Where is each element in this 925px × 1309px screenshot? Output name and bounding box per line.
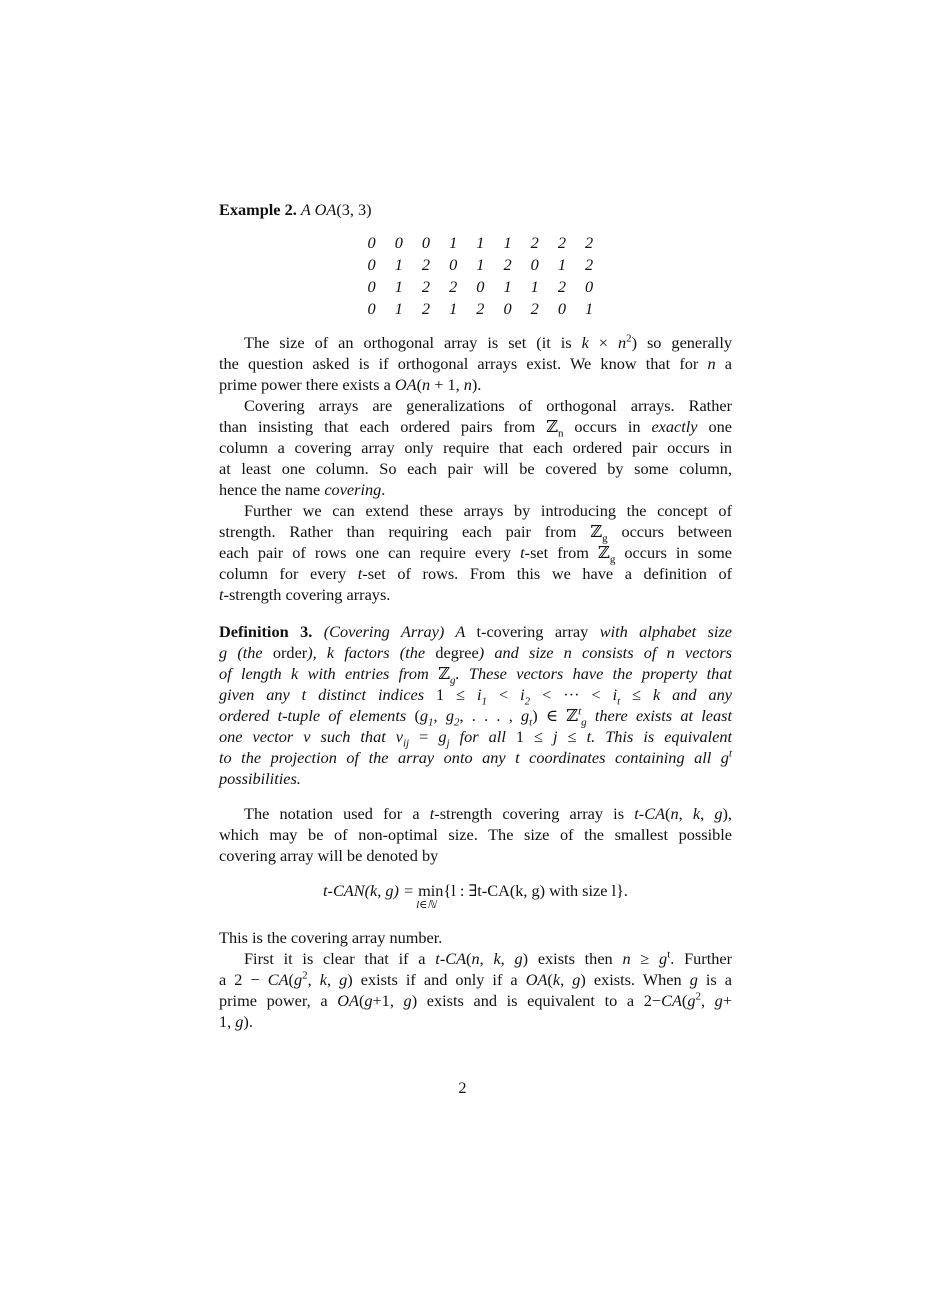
text-segment: , — [700, 991, 715, 1010]
text-segment: with alphabet size — [588, 622, 733, 641]
text-segment: t — [357, 564, 363, 583]
text-segment: g — [339, 970, 348, 989]
text-line — [219, 416, 732, 440]
text-segment: occurs between — [607, 522, 733, 541]
text-segment: prime power there exists a — [219, 375, 395, 394]
text-segment: g — [403, 991, 412, 1010]
paragraph-notation — [219, 803, 732, 866]
text-segment: ( — [416, 375, 422, 394]
text-segment: OA — [525, 970, 548, 989]
text-segment: there exists at least — [586, 706, 733, 725]
matrix-cell: 1 — [530, 277, 539, 296]
text-segment: -set from ℤ — [524, 543, 610, 562]
text-segment: ( — [665, 804, 671, 823]
text-segment: = — [409, 727, 439, 746]
text-segment: , — [433, 706, 446, 725]
text-line — [219, 803, 732, 824]
text-segment: g — [609, 553, 616, 566]
text-segment: n — [557, 427, 564, 440]
matrix-cell: 2 — [421, 277, 431, 296]
text-segment: t — [435, 949, 440, 968]
text-segment: t — [520, 543, 525, 562]
text-segment: 1 — [481, 695, 488, 708]
text-segment: n — [471, 949, 480, 968]
matrix-cell: 1 — [557, 255, 566, 274]
text-segment: , — [479, 949, 494, 968]
matrix-cell: 0 — [367, 277, 376, 296]
text-segment: j — [446, 737, 450, 750]
min-subscript: l∈ℕ — [416, 899, 437, 911]
text-segment: , — [307, 970, 320, 989]
paragraph-existence — [219, 948, 732, 1032]
text-segment: ) exists then — [522, 949, 623, 968]
text-line — [219, 768, 732, 789]
matrix-cell: 1 — [394, 277, 403, 296]
matrix-cell: 2 — [585, 255, 594, 274]
text-line — [219, 1011, 732, 1032]
text-segment: prime power, a — [219, 991, 338, 1010]
matrix-cell: 0 — [367, 255, 376, 274]
text-segment: g — [572, 970, 581, 989]
text-segment: t-covering array — [476, 622, 589, 641]
text-segment: ( — [414, 706, 420, 725]
text-segment: -set of rows. From this we have a definition of — [362, 564, 733, 583]
text-line — [219, 437, 732, 458]
text-segment: Covering arrays are generalizations of orthogonal arrays. Rather — [244, 396, 732, 415]
text-segment: each pair of rows one can require every — [219, 543, 521, 562]
min-operator — [416, 880, 444, 911]
text-segment: exactly — [651, 417, 698, 436]
text-segment: for all — [449, 727, 516, 746]
matrix-cell: 1 — [503, 233, 512, 252]
text-segment: j — [553, 727, 558, 746]
matrix-cell: 1 — [476, 255, 485, 274]
text-segment: order — [272, 643, 308, 662]
text-segment: g — [235, 1012, 244, 1031]
text-segment: + — [722, 991, 732, 1010]
text-segment: possibilities. — [219, 769, 301, 788]
text-segment: ( — [466, 949, 472, 968]
text-line — [219, 479, 732, 500]
text-segment: CA — [644, 804, 666, 823]
text-segment: , — [700, 804, 715, 823]
text-segment: t — [617, 695, 621, 708]
text-segment: OA — [394, 375, 417, 394]
text-line — [219, 684, 733, 708]
text-line — [219, 332, 732, 353]
text-segment: n — [463, 375, 472, 394]
text-segment: t. This is equivalent — [586, 727, 733, 746]
paragraph-covering-arrays — [219, 395, 732, 500]
text-line — [219, 726, 733, 750]
text-segment: g — [659, 949, 668, 968]
text-segment: n — [422, 375, 431, 394]
text-segment: ) exists. When — [580, 970, 690, 989]
text-segment: k — [692, 804, 701, 823]
text-segment: ) ∈ ℤ — [532, 706, 579, 725]
text-line — [219, 374, 732, 395]
text-segment: a 2 − — [219, 970, 268, 989]
matrix-cell: 1 — [394, 299, 403, 318]
text-segment: (3, 3) — [336, 200, 372, 219]
paragraph-orthogonal-size — [219, 332, 732, 395]
text-segment: k — [552, 970, 561, 989]
text-segment: , — [678, 804, 693, 823]
text-segment: 1, — [219, 1012, 236, 1031]
text-line — [219, 845, 732, 866]
text-segment: ij — [403, 737, 410, 750]
matrix-cell: 2 — [530, 233, 539, 252]
text-segment: 2 — [524, 695, 531, 708]
text-segment: ordered t-tuple of elements — [219, 706, 415, 725]
text-line — [219, 663, 732, 687]
text-segment: column for every — [219, 564, 358, 583]
text-segment: covering array will be denoted by — [219, 846, 439, 865]
text-segment: First it is clear that if a — [244, 949, 436, 968]
text-segment: to the projection of the array onto any t coordinates containing all g — [219, 748, 729, 767]
text-segment: g — [419, 706, 428, 725]
text-segment: t — [667, 948, 671, 961]
text-segment: occurs in — [563, 417, 652, 436]
matrix-cell: 2 — [421, 255, 431, 274]
matrix-cell: 0 — [530, 255, 539, 274]
text-segment: ℤ — [438, 664, 450, 683]
text-segment: This is the covering array number. — [219, 928, 443, 947]
text-segment: k and any — [652, 685, 733, 704]
matrix-cell: 0 — [503, 299, 512, 318]
matrix-cell: 2 — [557, 277, 566, 296]
text-segment: A OA — [300, 200, 337, 219]
text-segment: ( — [681, 991, 688, 1010]
paragraph-strength — [219, 500, 732, 605]
definition-3 — [219, 621, 732, 789]
matrix-cell: 0 — [394, 233, 403, 252]
text-segment: . These vectors have the property that — [455, 664, 732, 683]
text-segment: g — [687, 991, 696, 1010]
text-segment: g — [581, 716, 587, 729]
text-segment: t — [219, 585, 224, 604]
matrix-cell: 0 — [367, 233, 376, 252]
text-segment: g — [714, 991, 723, 1010]
text-segment: i — [520, 685, 525, 704]
text-segment: k — [319, 970, 327, 989]
text-segment: g — [521, 706, 530, 725]
text-segment: g — [293, 970, 303, 989]
matrix-cell: 1 — [394, 255, 403, 274]
min-label: min — [418, 881, 444, 900]
text-line — [219, 824, 732, 845]
matrix-cell: 2 — [449, 277, 458, 296]
text-segment: 2 — [626, 332, 632, 345]
text-segment: 1 — [428, 716, 434, 729]
text-segment: ) exists and is equivalent to a 2− — [411, 991, 662, 1010]
matrix-cell: 0 — [476, 277, 485, 296]
text-line — [219, 990, 732, 1011]
matrix-cell: 1 — [585, 299, 594, 318]
paragraph-covering-number — [219, 927, 732, 948]
text-segment: strength. Rather than requiring each pair from ℤ — [219, 522, 603, 541]
text-segment: hence the name — [219, 480, 325, 499]
text-segment: i — [477, 685, 482, 704]
text-segment: k — [581, 333, 589, 352]
text-line — [219, 521, 733, 545]
text-line — [219, 353, 732, 374]
text-line — [219, 458, 732, 479]
orthogonal-array-matrix — [358, 232, 603, 320]
text-segment: ) exists if and only if a — [347, 970, 526, 989]
text-segment: n — [707, 354, 716, 373]
text-line — [219, 542, 733, 566]
text-segment: ≥ — [630, 949, 660, 968]
text-segment: i — [612, 685, 618, 704]
text-segment: , . . . , — [459, 706, 522, 725]
text-line — [219, 199, 732, 220]
text-segment: Further we can extend these arrays by introducing the concept of — [244, 501, 732, 520]
text-segment: one — [697, 417, 732, 436]
text-line — [219, 927, 732, 948]
text-line — [219, 621, 732, 642]
matrix-row — [358, 298, 603, 320]
text-segment: column a covering array only require that each ordered pair occurs in — [219, 438, 732, 457]
text-segment: covering — [324, 480, 382, 499]
text-segment: n — [617, 333, 627, 352]
text-segment: of length k with entries from — [219, 664, 439, 683]
matrix-cell: 0 — [421, 233, 431, 252]
text-segment: , — [560, 970, 573, 989]
matrix-cell: 2 — [421, 299, 431, 318]
text-segment: ). — [243, 1012, 253, 1031]
text-segment: ( — [288, 970, 294, 989]
text-line — [219, 747, 732, 768]
text-line — [219, 705, 733, 729]
text-segment: , — [326, 970, 340, 989]
text-segment: The size of an orthogonal array is set (it is — [244, 333, 582, 352]
text-segment: . — [381, 480, 386, 499]
matrix-cell: 0 — [585, 277, 594, 296]
matrix-cell: 0 — [449, 255, 458, 274]
example-heading — [219, 199, 732, 220]
text-segment: the question asked is if orthogonal arrays exist. We know that for — [219, 354, 708, 373]
text-segment: CA — [267, 970, 289, 989]
text-segment: than insisting that each ordered pairs from ℤ — [219, 417, 558, 436]
text-segment: < ··· < — [530, 685, 613, 704]
text-segment: - — [638, 804, 645, 823]
text-segment: CA — [661, 991, 682, 1010]
text-segment: ) so generally — [631, 333, 732, 352]
text-segment: g — [689, 970, 698, 989]
text-segment: - — [439, 949, 446, 968]
text-segment: g — [514, 949, 523, 968]
text-segment: g (the — [219, 643, 273, 662]
text-segment: ) and size n consists of n vectors — [478, 643, 732, 662]
text-segment: n — [622, 949, 631, 968]
text-segment: ), — [722, 804, 733, 823]
text-segment: ≤ — [620, 685, 653, 704]
matrix-cell: 1 — [503, 277, 512, 296]
text-segment: g — [714, 804, 723, 823]
text-segment: n — [670, 804, 679, 823]
text-segment: t — [578, 705, 582, 718]
matrix-cell: 1 — [449, 233, 458, 252]
text-line — [219, 948, 732, 969]
text-line — [219, 642, 732, 663]
matrix-cell: 1 — [449, 299, 458, 318]
matrix-cell: 0 — [367, 299, 376, 318]
text-segment: 2 — [453, 716, 460, 729]
matrix-row — [358, 276, 603, 298]
text-segment: a — [715, 354, 732, 373]
text-segment: -strength covering arrays. — [223, 585, 391, 604]
text-segment: is a — [697, 970, 733, 989]
text-line — [219, 563, 732, 584]
text-segment: occurs in some — [615, 543, 733, 562]
matrix-cell: 2 — [503, 255, 512, 274]
matrix-cell: 1 — [476, 233, 485, 252]
text-segment: degree — [435, 643, 479, 662]
text-segment: t — [634, 804, 639, 823]
text-segment: g — [445, 706, 454, 725]
matrix-cell: 2 — [585, 233, 594, 252]
matrix-row — [358, 254, 603, 276]
text-segment: ), k factors (the — [307, 643, 436, 662]
text-segment: 2 — [695, 990, 701, 1003]
text-segment: one vector v such that v — [219, 727, 403, 746]
matrix-cell: 2 — [530, 299, 539, 318]
matrix-cell: 2 — [557, 233, 566, 252]
matrix-row — [358, 232, 603, 254]
text-segment: 1 ≤ — [515, 727, 554, 746]
text-line — [219, 500, 732, 521]
text-segment: ). — [471, 375, 482, 394]
text-segment: The notation used for a — [244, 804, 430, 823]
text-segment: 1 ≤ — [436, 685, 478, 704]
text-segment: + 1, — [430, 375, 464, 394]
text-segment: 2 — [302, 969, 308, 982]
text-segment: Definition 3. — [219, 622, 313, 641]
text-segment: × — [588, 333, 618, 352]
text-line — [219, 584, 732, 605]
text-line — [219, 969, 732, 990]
text-segment: which may be of non-optimal size. The size of the smallest possible — [219, 825, 732, 844]
text-segment: ( — [547, 970, 553, 989]
text-segment: given any t distinct indices — [219, 685, 437, 704]
text-segment: g — [602, 532, 608, 545]
text-segment: -strength covering array is — [434, 804, 635, 823]
matrix-cell: 0 — [557, 299, 566, 318]
text-segment: Example 2. — [219, 200, 297, 219]
text-segment: (Covering Array) A — [312, 622, 477, 641]
equation-rhs: {l : ∃t-CA(k, g) with size l}. — [443, 881, 628, 900]
text-segment: t — [529, 716, 533, 729]
text-segment: t — [728, 747, 732, 760]
page-number: 2 — [458, 1078, 467, 1097]
text-segment: g — [450, 674, 456, 687]
text-segment: k — [493, 949, 501, 968]
text-segment: CA — [445, 949, 467, 968]
text-segment: g — [438, 727, 447, 746]
text-segment: < — [487, 685, 521, 704]
covering-array-number-equation — [219, 880, 732, 911]
matrix-cell: 2 — [476, 299, 485, 318]
text-segment: t — [429, 804, 435, 823]
text-segment: OA — [337, 991, 359, 1010]
text-segment: at least one column. So each pair will be covered by some column, — [219, 459, 732, 478]
text-segment: ≤ — [557, 727, 587, 746]
text-line — [219, 395, 732, 416]
equation-lhs: t-CAN(k, g) = — [323, 881, 419, 900]
text-segment: ( — [358, 991, 365, 1010]
text-segment: +1, — [372, 991, 404, 1010]
text-segment: . Further — [670, 949, 733, 968]
text-segment: g — [364, 991, 373, 1010]
text-segment: , — [500, 949, 515, 968]
